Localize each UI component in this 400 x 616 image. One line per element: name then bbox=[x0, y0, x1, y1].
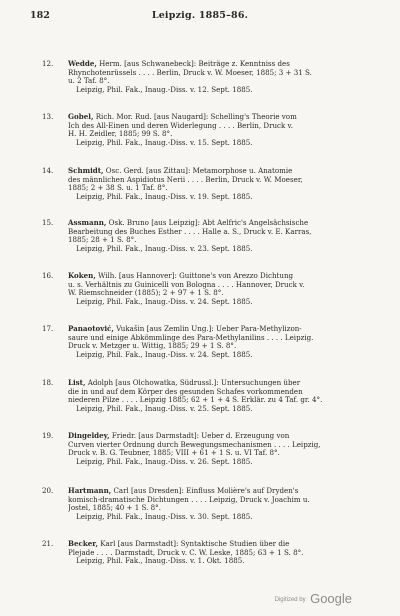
entry-first-line bbox=[68, 325, 373, 334]
entry-number: 19. bbox=[42, 431, 54, 440]
author-name: Hartmann, bbox=[68, 487, 112, 495]
entry-body bbox=[68, 60, 373, 94]
entry-text: 1885; 2 + 38 S. u. 1 Taf. 8°. bbox=[68, 184, 168, 193]
entry-text: Bearbeitung des Buches Esther . . . . Halle a. S., Druck v. E. Karras, bbox=[68, 227, 312, 236]
entry-first-line bbox=[68, 487, 373, 496]
entry-number: 12. bbox=[42, 59, 54, 68]
entry-number: 16. bbox=[42, 271, 54, 280]
entry-text: Herm. [aus Schwanebeck]: Beiträge z. Kenntniss des bbox=[99, 60, 290, 68]
entry-number: 17. bbox=[42, 324, 54, 333]
dissertation-note: Leipzig, Phil. Fak., Inaug.-Diss. v. 25. Sept. 1885. bbox=[76, 404, 253, 413]
entry-text: Wilh. [aus Hannover]: Guittone's von Arezzo Dichtung bbox=[98, 272, 294, 280]
dissertation-note: Leipzig, Phil. Fak., Inaug.-Diss. v. 23. Sept. 1885. bbox=[76, 244, 253, 253]
entry-first-line bbox=[68, 113, 373, 122]
dissertation-note: Leipzig, Phil. Fak., Inaug.-Diss. v. 12. Sept. 1885. bbox=[76, 85, 253, 94]
entry-first-line bbox=[68, 60, 373, 69]
entry-text: Osc. Gerd. [aus Zittau]: Metamorphose u. Anatomie bbox=[105, 167, 293, 175]
page-header bbox=[30, 10, 370, 24]
page-number: 182 bbox=[30, 10, 50, 21]
entry-text: Vukašin [aus Zemlin Ung.]: Ueber Para-Methylizon- bbox=[116, 325, 302, 333]
entry-first-line bbox=[68, 167, 373, 176]
dissertation-note: Leipzig, Phil. Fak., Inaug.-Diss. v. 24. Sept. 1885. bbox=[76, 350, 253, 359]
entry-body bbox=[68, 113, 373, 147]
author-name: Becker, bbox=[68, 540, 98, 548]
author-name: Dingeldey, bbox=[68, 432, 110, 440]
entry-text: komisch-dramatische Dichtungen . . . . Leipzig, Druck v. Joachim u. bbox=[68, 495, 310, 504]
author-name: Koken, bbox=[68, 272, 96, 280]
dissertation-note: Leipzig, Phil. Fak., Inaug.-Diss. v. 19. Sept. 1885. bbox=[76, 192, 253, 201]
entry-number: 20. bbox=[42, 486, 54, 495]
entry-first-line bbox=[68, 379, 373, 388]
author-name: Gobel, bbox=[68, 113, 94, 121]
entry-text: Jostel, 1885; 40 + 1 S. 8°. bbox=[68, 504, 161, 513]
entry-body bbox=[68, 432, 373, 466]
entry-text: Friedr. [aus Darmstadt]: Ueber d. Erzeugung von bbox=[111, 432, 290, 440]
running-title: Leipzig. 1885–86. bbox=[151, 10, 249, 21]
author-name: Assmann, bbox=[68, 219, 107, 227]
entry-text: H. H. Zeidler, 1885; 99 S. 8°. bbox=[68, 130, 173, 139]
author-name: List, bbox=[68, 379, 86, 387]
entry-number: 13. bbox=[42, 112, 54, 121]
entry-text: des männlichen Aspidiotus Nerii . . . . Berlin, Druck v. W. Moeser, bbox=[68, 175, 303, 184]
entry-body bbox=[68, 540, 373, 566]
entry-text: Karl [aus Darmstadt]: Syntaktische Studien über die bbox=[100, 540, 290, 548]
entry-text: u. 2 Taf. 8°. bbox=[68, 77, 110, 86]
entry-number: 15. bbox=[42, 218, 54, 227]
entry-text: Adolph [aus Olchowatka, Südrussl.]: Untersuchungen über bbox=[87, 379, 301, 387]
entry-body bbox=[68, 167, 373, 201]
digitized-label: Digitized by bbox=[274, 597, 306, 603]
entry-first-line bbox=[68, 432, 373, 441]
entry-text: Ich des All-Einen und deren Widerlegung . . . . Berlin, Druck v. bbox=[68, 121, 293, 130]
entry-body bbox=[68, 379, 373, 413]
entry-text: 1885; 28 + 1 S. 8°. bbox=[68, 236, 137, 245]
dissertation-note: Leipzig, Phil. Fak., Inaug.-Diss. v. 1. Okt. 1885. bbox=[76, 557, 245, 566]
entry-first-line bbox=[68, 540, 373, 549]
dissertation-note: Leipzig, Phil. Fak., Inaug.-Diss. v. 15. Sept. 1885. bbox=[76, 138, 253, 147]
author-name: Panaotović, bbox=[68, 325, 114, 333]
entry-text: Druck v. B. G. Teubner, 1885; VIII + 61 + 1 S. u. VI Taf. 8°. bbox=[68, 449, 280, 458]
entry-text: Rich. Mor. Rud. [aus Naugard]: Schelling's Theorie vom bbox=[95, 113, 297, 121]
author-name: Schmidt, bbox=[68, 167, 104, 175]
entry-number: 18. bbox=[42, 378, 54, 387]
entry-first-line bbox=[68, 272, 373, 281]
entry-text: Curven vierter Ordnung durch Bewegungsmechanismen . . . . Leipzig, bbox=[68, 440, 321, 449]
entry-number: 21. bbox=[42, 539, 54, 548]
entry-text: niederen Pilze . . . . Leipzig 1885; 62 + 1 + 4 S. Erklär. zu 4 Taf. gr. 4°. bbox=[68, 396, 323, 405]
entry-text: Carl [aus Dresden]: Einfluss Molière's auf Dryden's bbox=[113, 487, 299, 495]
entry-body bbox=[68, 272, 373, 306]
entry-body bbox=[68, 219, 373, 253]
dissertation-note: Leipzig, Phil. Fak., Inaug.-Diss. v. 26. Sept. 1885. bbox=[76, 457, 253, 466]
author-name: Wedde, bbox=[68, 60, 97, 68]
entry-body bbox=[68, 487, 373, 521]
digitized-watermark bbox=[275, 590, 352, 608]
entry-text: saure und einige Abkömmlinge des Para-Methylanilins . . . . Leipzig. bbox=[68, 333, 314, 342]
entry-number: 14. bbox=[42, 166, 54, 175]
dissertation-note: Leipzig, Phil. Fak., Inaug.-Diss. v. 30. Sept. 1885. bbox=[76, 512, 253, 521]
dissertation-note: Leipzig, Phil. Fak., Inaug.-Diss. v. 24. Sept. 1885. bbox=[76, 297, 253, 306]
entry-text: Osk. Bruno [aus Leipzig]: Abt Aelfric's Angelsächsische bbox=[108, 219, 309, 227]
entry-text: Druck v. Metzger u. Wittig, 1885; 29 + 1 S. 8°. bbox=[68, 342, 237, 351]
entry-text: Plejade . . . . Darmstadt, Druck v. C. W. Leske, 1885; 63 + 1 S. 8°. bbox=[68, 548, 304, 557]
entry-text: u. s. Verhältnis zu Guinicelli von Bologna . . . . Hannover, Druck v. bbox=[68, 280, 305, 289]
entry-body bbox=[68, 325, 373, 359]
entry-first-line bbox=[68, 219, 373, 228]
entry-text: W. Riemschneider (1885); 2 + 97 + 1 S. 8°. bbox=[68, 289, 224, 298]
google-logo: Google bbox=[310, 591, 352, 606]
entry-text: die in und auf dem Körper des gesunden Schafes vorkommenden bbox=[68, 387, 303, 396]
entry-text: Rhynchotenrüssels . . . . Berlin, Druck v. W. Moeser, 1885; 3 + 31 S. bbox=[68, 68, 312, 77]
